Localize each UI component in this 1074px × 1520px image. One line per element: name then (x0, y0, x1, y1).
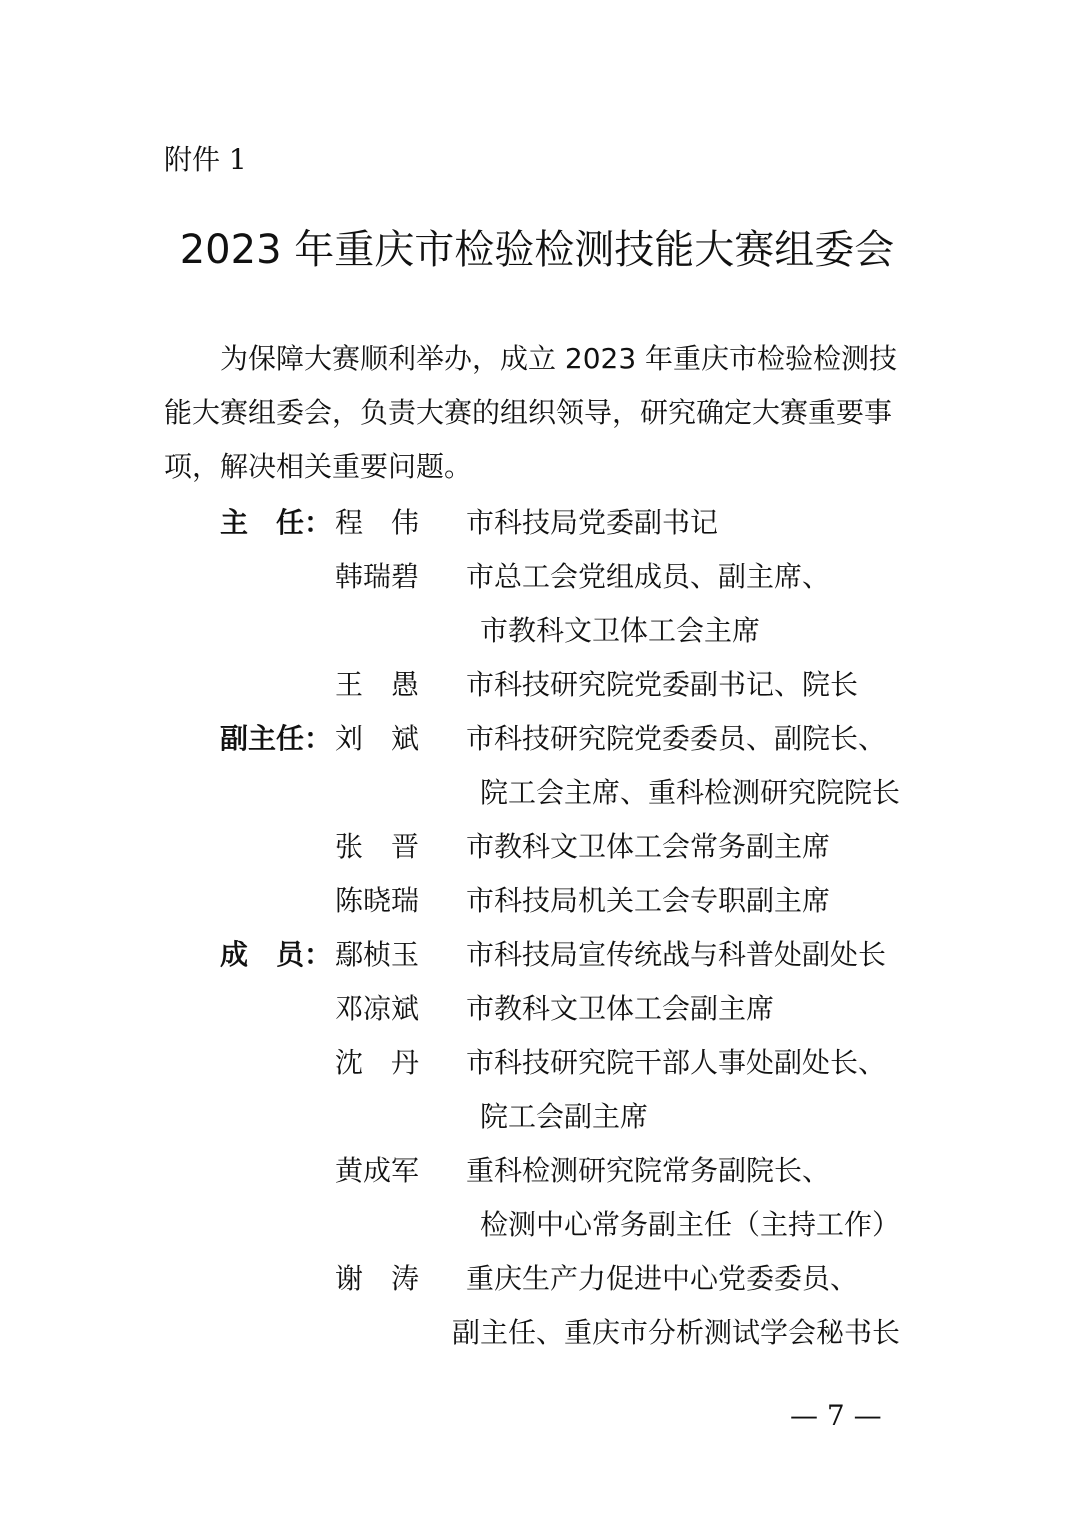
role-member-label: 成 员： (220, 938, 333, 971)
intro-line: 为保障大赛顺利举办，成立 2023 年重庆市检验检测技 (220, 342, 898, 375)
member-position: 市科技研究院党委委员、副院长、 (466, 722, 887, 755)
member-position: 市总工会党组成员、副主席、 (466, 560, 831, 593)
member-position: 市科技研究院党委副书记、院长 (466, 668, 859, 701)
member-name: 刘 斌 (335, 722, 420, 755)
member-position: 市科技局宣传统战与科普处副处长 (466, 938, 887, 971)
member-position-continued: 副主任、重庆市分析测试学会秘书长 (452, 1316, 901, 1349)
member-position: 市科技局机关工会专职副主席 (466, 884, 831, 917)
member-name: 韩瑞碧 (335, 560, 420, 593)
member-position: 市科技研究院干部人事处副处长、 (466, 1046, 887, 1079)
member-name: 陈晓瑞 (335, 884, 420, 917)
intro-line: 项，解决相关重要问题。 (164, 450, 473, 483)
member-name: 张 晋 (335, 830, 420, 863)
member-name: 谢 涛 (335, 1262, 420, 1295)
document-title: 2023 年重庆市检验检测技能大赛组委会 (179, 227, 895, 273)
member-position: 市教科文卫体工会常务副主席 (466, 830, 831, 863)
member-position-continued: 院工会副主席 (480, 1100, 649, 1133)
member-position-continued: 院工会主席、重科检测研究院院长 (480, 776, 901, 809)
member-position-continued: 市教科文卫体工会主席 (480, 614, 761, 647)
role-director-label: 主 任： (220, 506, 333, 539)
member-name: 王 愚 (335, 668, 420, 701)
member-position: 市教科文卫体工会副主席 (466, 992, 775, 1025)
member-position: 市科技局党委副书记 (466, 506, 719, 539)
member-name: 沈 丹 (335, 1046, 420, 1079)
member-name: 邓凉斌 (335, 992, 420, 1025)
member-name: 鄢桢玉 (335, 938, 420, 971)
member-name: 程 伟 (335, 506, 420, 539)
intro-paragraph (164, 332, 924, 494)
member-name: 黄成军 (335, 1154, 420, 1187)
intro-line: 能大赛组委会，负责大赛的组织领导，研究确定大赛重要事 (164, 396, 893, 429)
member-position-continued: 检测中心常务副主任（主持工作） (480, 1208, 901, 1241)
role-deputy-director-label: 副主任： (220, 722, 333, 755)
member-position: 重庆生产力促进中心党委委员、 (466, 1262, 859, 1295)
attachment-label: 附件 1 (164, 143, 247, 176)
page-number: — 7 — (790, 1399, 882, 1432)
member-position: 重科检测研究院常务副院长、 (466, 1154, 831, 1187)
